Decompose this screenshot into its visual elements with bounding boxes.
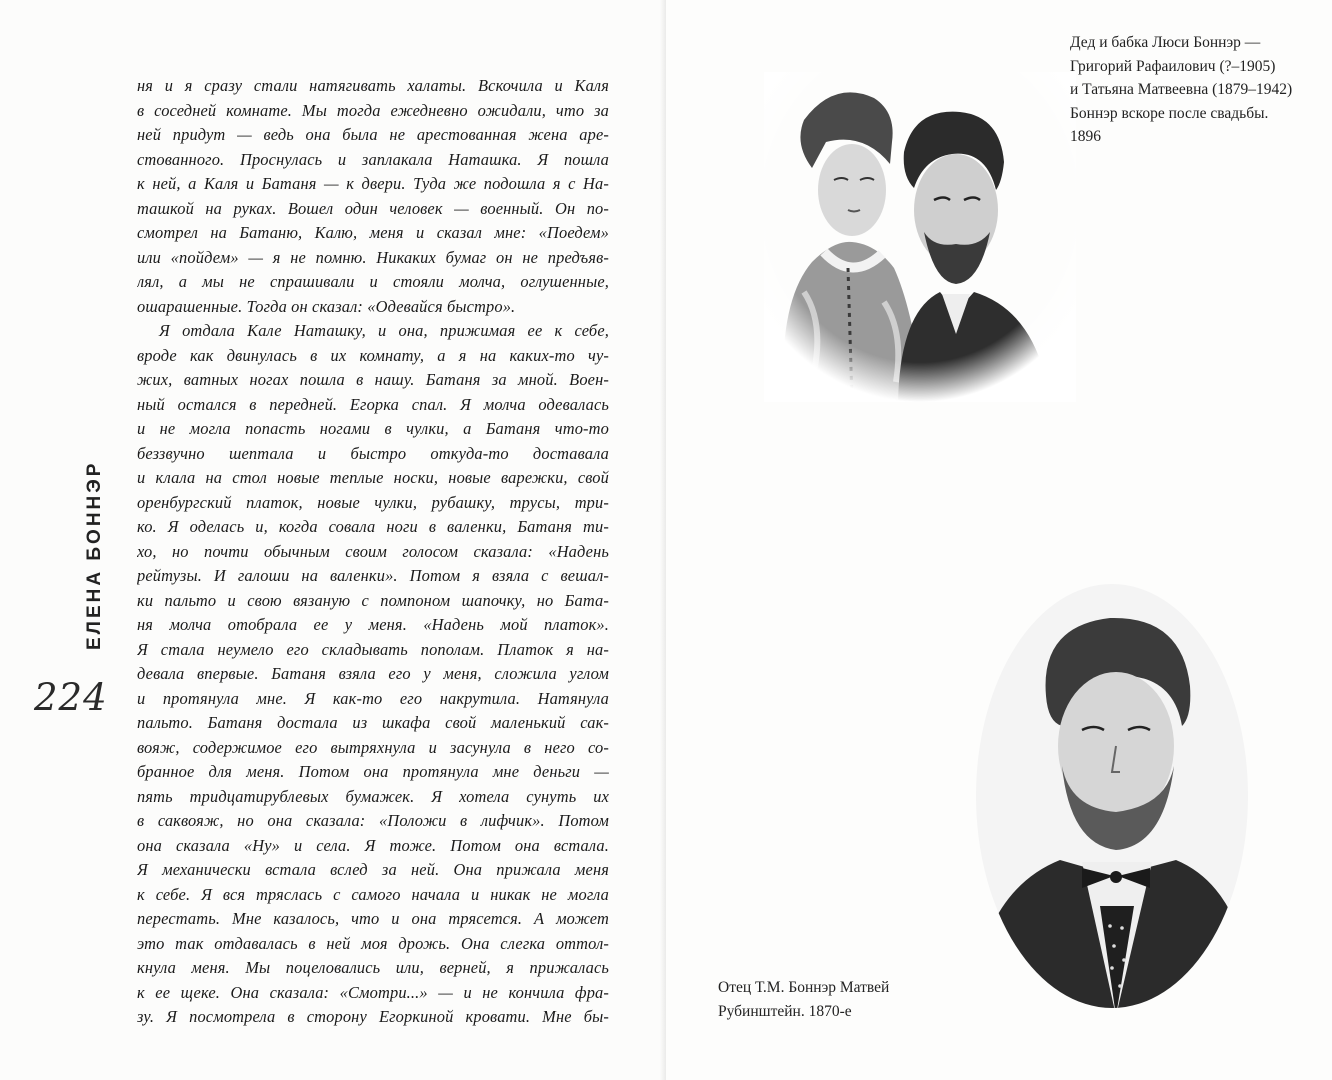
caption-line: Боннэр вскоре после свадьбы. — [1070, 104, 1269, 122]
caption-line: Дед и бабка Люси Боннэр — — [1070, 34, 1261, 51]
text-line: хо, но почти обычным своим голосом сказала: «Надень — [137, 541, 609, 561]
caption-couple — [1070, 31, 1292, 149]
text-line: она сказала «Ну» и села. Я тоже. Потом она встала. — [137, 835, 609, 855]
text-line: кнула меня. Мы поцеловались или, верней, я прижалась — [137, 958, 609, 977]
text-line: перестать. Мне казалось, что и она трясется. А может — [137, 909, 609, 928]
text-line: ня и я сразу стали натягивать халаты. Вскочила и Каля — [137, 76, 609, 95]
text-line: рейтузы. И галоши на валенки». Потом я взяла с вешал- — [137, 566, 609, 585]
text-line: ко. Я оделась и, когда совала ноги в валенки, Батаня ти- — [137, 517, 609, 536]
text-line: вроде как двинулась в их комнату, а я на каких-то чу- — [137, 345, 609, 365]
text-line: это так отдавалась в ней моя дрожь. Она слегка оттол- — [137, 933, 609, 953]
text-line: к ней, а Каля и Батаня — к двери. Туда же подошла я с На- — [137, 174, 609, 193]
text-line: оренбургский платок, новые чулки, рубашку, трусы, три- — [137, 492, 609, 512]
text-line: ки пальто и свою вязаную с помпоном шапочку, но Бата- — [137, 590, 609, 610]
text-line: Я стала неумело его складывать пополам. Платок я на- — [137, 639, 609, 659]
caption-line: Рубинштейн. 1870-е — [718, 1002, 852, 1020]
oval-portrait-photo — [970, 576, 1254, 1016]
text-line: девала впервые. Батаня взяла его у меня, сложила углом — [137, 664, 609, 683]
text-line: ташкой на руках. Вошел один человек — военный. Он по- — [137, 198, 609, 218]
body-text — [137, 74, 609, 1030]
text-line: ня молча отобрала ее у меня. «Надень мой платок». — [137, 615, 609, 634]
text-line: ошарашенные. Тогда он сказал: «Одевайся быстро». — [137, 296, 516, 316]
text-line: пять тридцатирублевых бумажек. Я хотела сунуть их — [137, 786, 609, 806]
text-line: и не могла попасть ногами в чулки, а Батаня что-то — [137, 419, 609, 438]
text-line: в соседней комнате. Мы тогда ежедневно ожидали, что за — [137, 100, 609, 120]
couple-portrait-photo — [764, 72, 1076, 402]
oval-portrait-image — [970, 576, 1254, 1016]
caption-line: Григорий Рафаилович (?–1905) — [1070, 57, 1276, 75]
right-page — [666, 0, 1332, 1080]
caption-line: и Татьяна Матвеевна (1879–1942) — [1070, 81, 1293, 98]
text-line: пальто. Батаня достала из шкафа свой маленький сак- — [137, 713, 609, 732]
text-line: к ее щеке. Она сказала: «Смотри...» — и не кончила фра- — [137, 982, 609, 1002]
text-line: стованного. Проснулась и заплакала Наташка. Я пошла — [137, 149, 609, 169]
text-line: и клала на стол новые теплые носки, новые варежки, свой — [137, 468, 609, 487]
text-line: бранное для меня. Потом она протянула мне деньги — — [137, 762, 609, 781]
text-line: вояж, содержимое его вытряхнула и засунула в него со- — [137, 737, 609, 757]
text-line: Я механически встала вслед за ней. Она прижала меня — [137, 860, 609, 879]
text-line: в саквояж, но она сказала: «Положи в лифчик». Потом — [137, 811, 609, 830]
page-number: 224 — [34, 676, 108, 719]
couple-portrait-image — [764, 72, 1076, 402]
text-line: жих, ватных ногах пошла в нашу. Батаня за мной. Воен- — [137, 370, 609, 389]
caption-line: 1896 — [1070, 128, 1101, 145]
caption-father — [718, 976, 889, 1023]
text-line: ней придут — ведь она была не арестованная жена аре- — [137, 125, 609, 144]
text-line: зу. Я посмотрела в сторону Егоркиной кровати. Мне бы- — [137, 1007, 609, 1026]
caption-line: Отец Т.М. Боннэр Матвей — [718, 979, 890, 996]
text-line: Я отдала Кале Наташку, и она, прижимая ее к себе, — [159, 321, 609, 340]
text-line: ный остался в передней. Егорка спал. Я молча одевалась — [137, 394, 609, 414]
text-line: лял, а мы не спрашивали и стояли молча, оглушенные, — [137, 272, 609, 291]
text-line: к себе. Я вся тряслась с самого начала и никак не могла — [137, 884, 609, 904]
text-line: смотрел на Батаню, Калю, меня и сказал мне: «Поедем» — [137, 223, 609, 242]
running-head: ЕЛЕНА БОННЭР — [84, 460, 105, 650]
text-line: и протянула мне. Я как-то его накрутила. Натянула — [137, 688, 609, 708]
text-line: беззвучно шептала и быстро откуда-то доставала — [137, 443, 609, 463]
text-line: или «пойдем» — я не помню. Никаких бумаг он не предъяв- — [137, 247, 609, 267]
